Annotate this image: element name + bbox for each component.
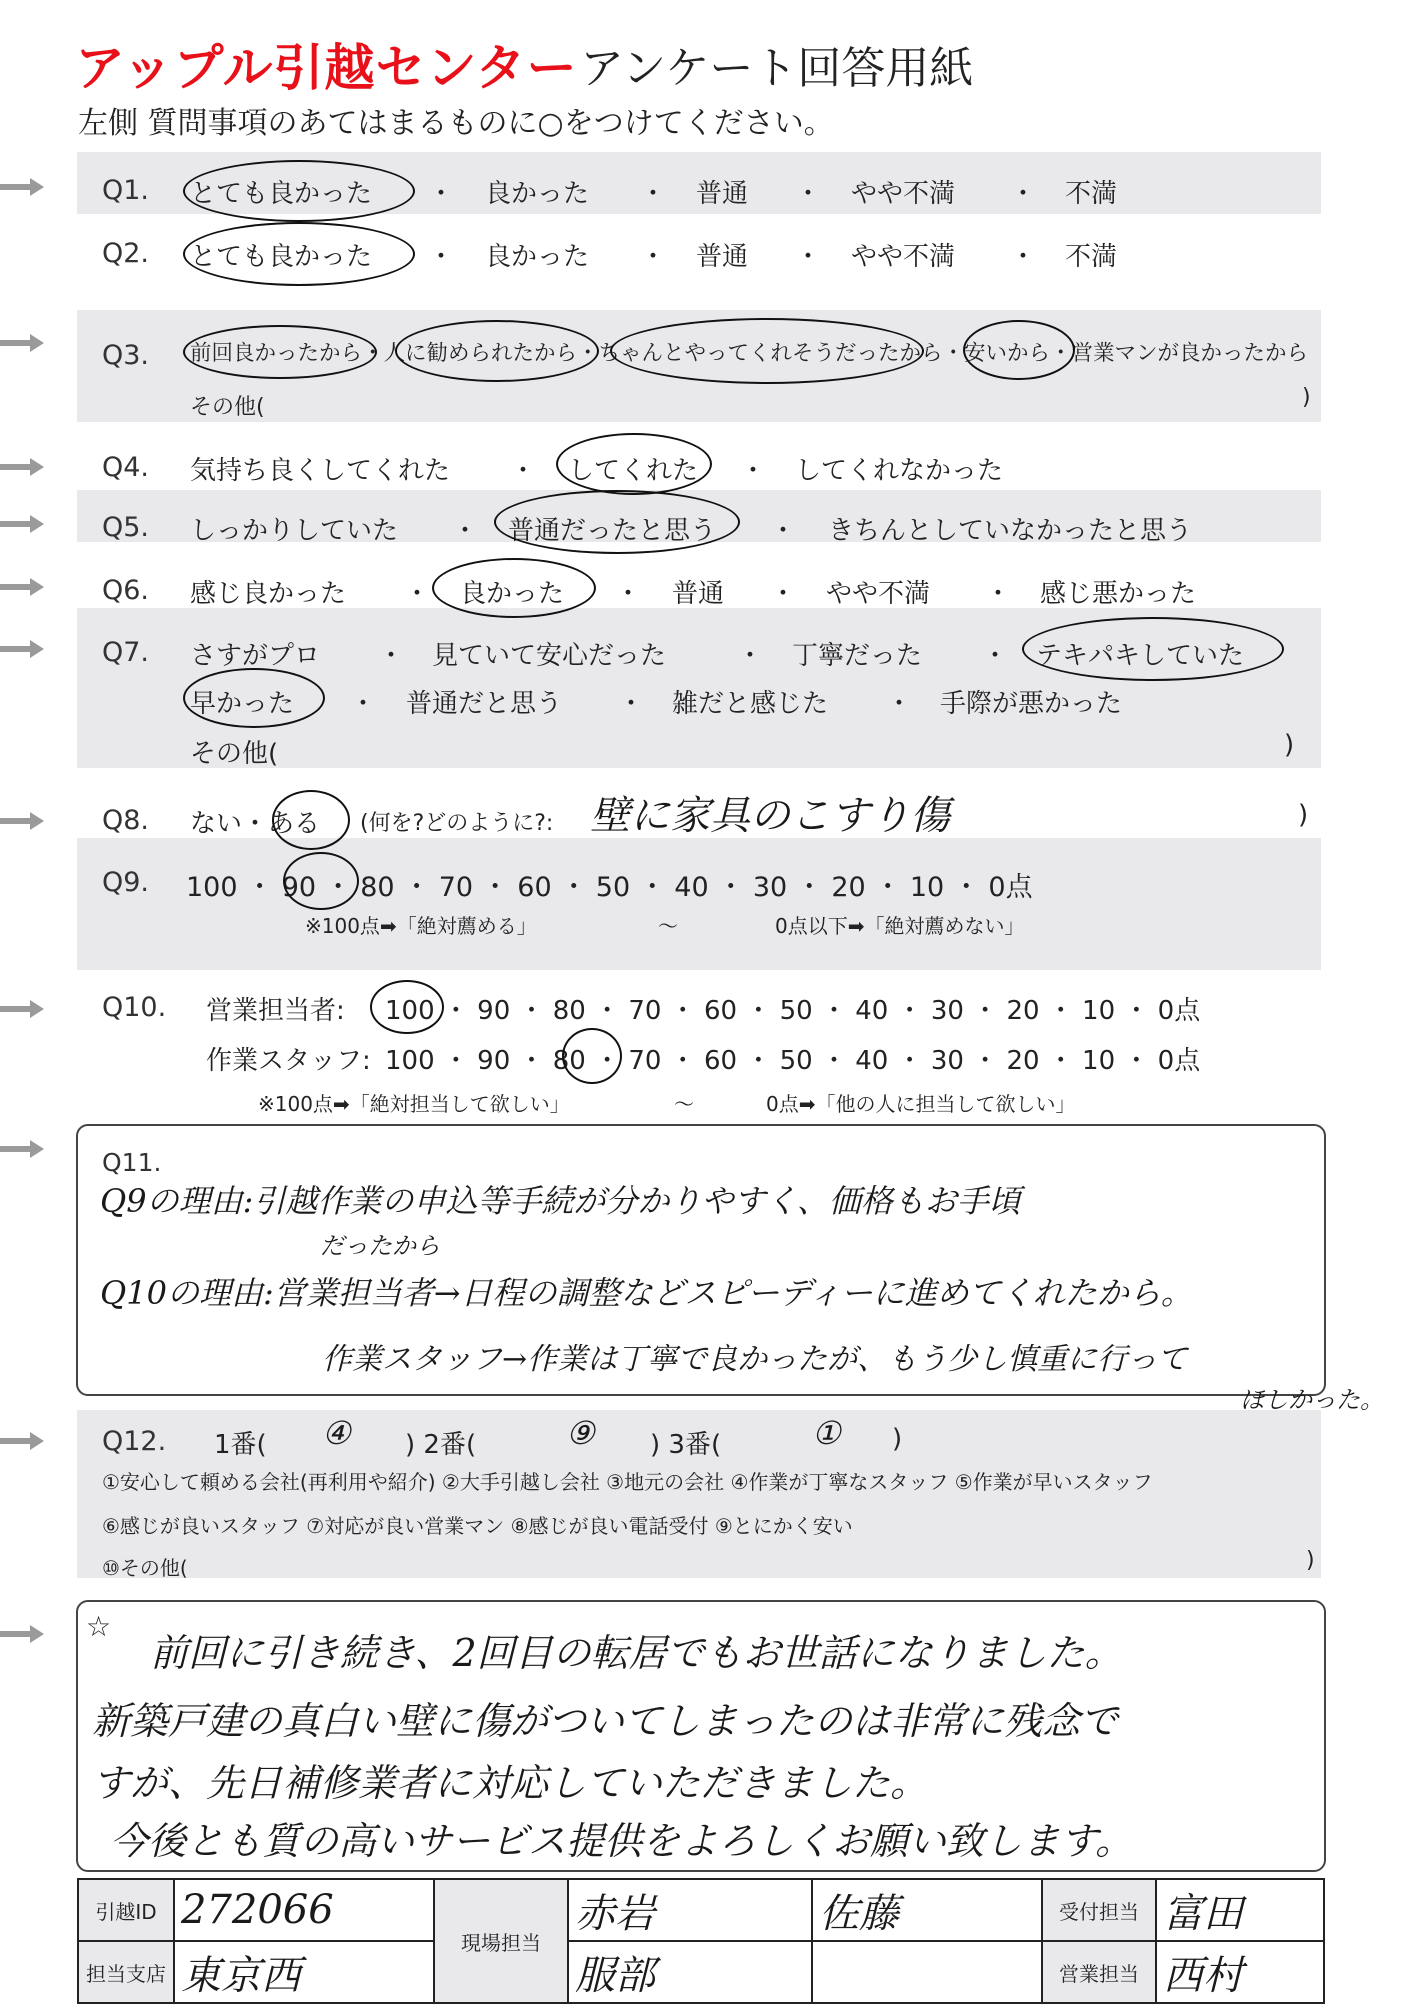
q10-note-left: ※100点➡「絶対担当して欲しい」	[258, 1092, 570, 1116]
reception-label: 受付担当	[1042, 1879, 1156, 1941]
separator: ・	[740, 456, 767, 486]
comment-line: すが、先日補修業者に対応していただきました。	[92, 1761, 929, 1805]
q2-option[interactable]: 普通	[696, 242, 749, 272]
separator: ・	[428, 242, 455, 272]
star-icon: ☆	[86, 1610, 112, 1643]
q12-rank3-label: ) 3番(	[650, 1430, 722, 1460]
q12-rank3-value[interactable]: ①	[812, 1414, 841, 1452]
q2-option[interactable]: 不満	[1065, 242, 1118, 272]
separator: ・	[615, 579, 642, 609]
q8-hint: (何を?どのように?:	[360, 811, 554, 836]
q8-options[interactable]: ない・ある	[190, 809, 321, 839]
q11-answer-line: だったから	[320, 1232, 440, 1260]
comment-line: 前回に引き続き、2回目の転居でもお世話になりました。	[150, 1631, 1123, 1675]
q7-option[interactable]: 見ていて安心だった	[432, 641, 667, 671]
reception-value: 富田	[1163, 1890, 1243, 1937]
q12-rank2-value[interactable]: ⑨	[566, 1414, 595, 1452]
edge-arrow-icon	[0, 1140, 44, 1158]
edge-arrow-icon	[0, 1625, 44, 1643]
q7-option[interactable]: 早かった	[190, 689, 295, 719]
q7-option[interactable]: さすがプロ	[190, 641, 321, 671]
site-staff-1: 赤岩	[575, 1890, 655, 1937]
separator: ・	[510, 456, 537, 486]
q3-label: Q3.	[102, 340, 150, 371]
edge-arrow-icon	[0, 640, 44, 658]
separator: ・	[428, 179, 455, 209]
q3-answer-circle	[963, 320, 1075, 380]
separator: ・	[795, 179, 822, 209]
q8-answer-handwritten: 壁に家具のこすり傷	[590, 793, 950, 839]
q5-option[interactable]: 普通だったと思う	[508, 516, 717, 546]
q7-option[interactable]: テキパキしていた	[1036, 641, 1245, 671]
empty-cell	[812, 1941, 1042, 2003]
q8-label: Q8.	[102, 805, 150, 836]
q7-option[interactable]: 手際が悪かった	[940, 689, 1123, 719]
sales-rep-value: 西村	[1163, 1952, 1243, 1999]
q7-other: その他(	[190, 739, 279, 769]
q11-answer-line: Q9の理由:引越作業の申込等手続が分かりやすく、価格もお手頃	[100, 1182, 1021, 1220]
q7-answer-circle	[1022, 617, 1284, 681]
separator: ・	[795, 242, 822, 272]
separator: ・	[452, 516, 479, 546]
q12-other: ⑩その他(	[102, 1556, 188, 1580]
comment-line: 新築戸建の真白い壁に傷がついてしまったのは非常に残念で	[92, 1699, 1119, 1743]
branch-value: 東京西	[181, 1952, 301, 1999]
q1-label: Q1.	[102, 175, 150, 206]
q6-answer-circle	[432, 558, 596, 618]
q1-option[interactable]: 普通	[696, 179, 749, 209]
separator: ・	[378, 641, 405, 671]
comment-line: 今後とも質の高いサービス提供をよろしくお願い致します。	[110, 1819, 1133, 1863]
q3-options[interactable]: 前回良かったから・人に勧められたから・ちゃんとやってくれそうだったから・安いから・営業マンが良かったから	[190, 341, 1309, 366]
q4-option[interactable]: してくれなかった	[795, 456, 1004, 486]
q4-answer-circle	[556, 433, 712, 495]
q6-label: Q6.	[102, 575, 150, 606]
q4-option[interactable]: 気持ち良くしてくれた	[190, 456, 451, 486]
q1-option[interactable]: 良かった	[485, 179, 590, 209]
q12-choices: ⑥感じが良いスタッフ ⑦対応が良い営業マン ⑧感じが良い電話受付 ⑨とにかく安い	[102, 1514, 853, 1538]
branch-label: 担当支店	[78, 1941, 174, 2003]
q3-other: その他(	[190, 395, 265, 420]
q12-choices: ①安心して頼める会社(再利用や紹介) ②大手引越し会社 ③地元の会社 ④作業が丁寧なスタッフ ⑤作業が早いスタッフ	[102, 1470, 1153, 1494]
bracket: )	[1306, 1548, 1315, 1573]
separator: ・	[1010, 242, 1037, 272]
edge-arrow-icon	[0, 515, 44, 533]
staff-info-table	[77, 1878, 1325, 2004]
form-title: アンケート回答用紙	[580, 43, 974, 94]
q5-label: Q5.	[102, 512, 150, 543]
separator: ・	[737, 641, 764, 671]
q12-rank1-value[interactable]: ④	[322, 1414, 351, 1452]
q11-answer-line: Q10の理由:営業担当者→日程の調整などスピーディーに進めてくれたから。	[100, 1274, 1193, 1312]
q1-answer-circle	[183, 160, 415, 222]
q2-option[interactable]: やや不満	[851, 242, 956, 272]
q1-option[interactable]: とても良かった	[190, 179, 373, 209]
bracket: )	[1284, 730, 1295, 760]
site-staff-3: 佐藤	[819, 1890, 899, 1937]
q12-rank1-label: 1番(	[214, 1430, 267, 1460]
separator: ・	[886, 689, 913, 719]
bracket: )	[892, 1424, 903, 1454]
q1-option[interactable]: やや不満	[851, 179, 956, 209]
edge-arrow-icon	[0, 1000, 44, 1018]
q5-answer-circle	[494, 490, 740, 554]
separator: ・	[350, 689, 377, 719]
q9-note-left: ※100点➡「絶対薦める」	[305, 914, 537, 938]
q11-label: Q11.	[102, 1148, 162, 1177]
q3-answer-circle	[395, 320, 599, 382]
q7-answer-circle	[183, 668, 325, 728]
q10-sales-scale[interactable]: 100 ・ 90 ・ 80 ・ 70 ・ 60 ・ 50 ・ 40 ・ 30 ・ 20 ・ 10 ・ 0点	[385, 996, 1201, 1026]
company-name: アップル引越センター	[75, 39, 578, 97]
q10-staff-scale[interactable]: 100 ・ 90 ・ 80 ・ 70 ・ 60 ・ 50 ・ 40 ・ 30 ・ 20 ・ 10 ・ 0点	[385, 1046, 1201, 1076]
bracket: )	[1298, 800, 1309, 830]
q6-option[interactable]: やや不満	[826, 579, 931, 609]
edge-arrow-icon	[0, 812, 44, 830]
separator: ・	[404, 579, 431, 609]
q6-option[interactable]: 普通	[672, 579, 725, 609]
move-id-value: 272066	[181, 1887, 334, 1933]
q9-note-right: 0点以下➡「絶対薦めない」	[775, 914, 1025, 938]
q12-label: Q12.	[102, 1426, 167, 1457]
separator: ・	[770, 579, 797, 609]
q11-answer-line: ほしかった。	[1240, 1386, 1384, 1414]
separator: ・	[982, 641, 1009, 671]
q10-note-mid: 〜	[674, 1092, 694, 1116]
q9-scale[interactable]: 100 ・ 90 ・ 80 ・ 70 ・ 60 ・ 50 ・ 40 ・ 30 ・ 20 ・ 10 ・ 0点	[186, 872, 1033, 903]
q10-sales-label: 営業担当者:	[206, 996, 345, 1026]
q7-option[interactable]: 丁寧だった	[792, 641, 923, 671]
q11-answer-line: 作業スタッフ→作業は丁寧で良かったが、もう少し慎重に行って	[322, 1342, 1188, 1377]
q5-option[interactable]: きちんとしていなかったと思う	[828, 516, 1193, 546]
q10-sales-answer-circle	[370, 980, 444, 1034]
separator: ・	[1010, 179, 1037, 209]
q9-band	[77, 838, 1321, 970]
q9-label: Q9.	[102, 867, 150, 898]
q9-note-mid: 〜	[658, 914, 678, 938]
q6-option[interactable]: 良かった	[460, 579, 565, 609]
q7-label: Q7.	[102, 637, 150, 668]
edge-arrow-icon	[0, 178, 44, 196]
bracket: )	[1302, 385, 1311, 410]
q10-label: Q10.	[102, 992, 167, 1023]
q3-answer-circle	[183, 325, 377, 379]
separator: ・	[640, 242, 667, 272]
q2-answer-circle	[183, 222, 415, 286]
edge-arrow-icon	[0, 1432, 44, 1450]
separator: ・	[618, 689, 645, 719]
q7-option[interactable]: 普通だと思う	[406, 689, 563, 719]
q12-rank2-label: ) 2番(	[405, 1430, 477, 1460]
edge-arrow-icon	[0, 334, 44, 352]
q10-note-right: 0点➡「他の人に担当して欲しい」	[766, 1092, 1076, 1116]
q6-option[interactable]: 感じ悪かった	[1040, 579, 1197, 609]
instruction-text: 左側 質問事項のあてはまるものに○をつけてください。	[78, 106, 834, 141]
separator: ・	[985, 579, 1012, 609]
q3-answer-circle	[610, 318, 924, 384]
site-staff-label: 現場担当	[434, 1879, 568, 2003]
sales-rep-label: 営業担当	[1042, 1941, 1156, 2003]
separator: ・	[770, 516, 797, 546]
q8-answer-circle	[272, 790, 350, 850]
q2-option[interactable]: 良かった	[485, 242, 590, 272]
edge-arrow-icon	[0, 458, 44, 476]
move-id-label: 引越ID	[78, 1879, 174, 1941]
site-staff-2: 服部	[575, 1952, 655, 1999]
q4-option[interactable]: してくれた	[568, 456, 699, 486]
q10-staff-answer-circle	[562, 1028, 622, 1084]
q9-answer-circle	[283, 852, 359, 910]
q1-option[interactable]: 不満	[1065, 179, 1118, 209]
q10-staff-label: 作業スタッフ:	[206, 1046, 371, 1076]
q2-label: Q2.	[102, 238, 150, 269]
q6-option[interactable]: 感じ良かった	[190, 579, 347, 609]
separator: ・	[640, 179, 667, 209]
q5-option[interactable]: しっかりしていた	[190, 516, 399, 546]
q7-option[interactable]: 雑だと感じた	[672, 689, 829, 719]
q4-label: Q4.	[102, 452, 150, 483]
edge-arrow-icon	[0, 578, 44, 596]
q2-option[interactable]: とても良かった	[190, 242, 373, 272]
